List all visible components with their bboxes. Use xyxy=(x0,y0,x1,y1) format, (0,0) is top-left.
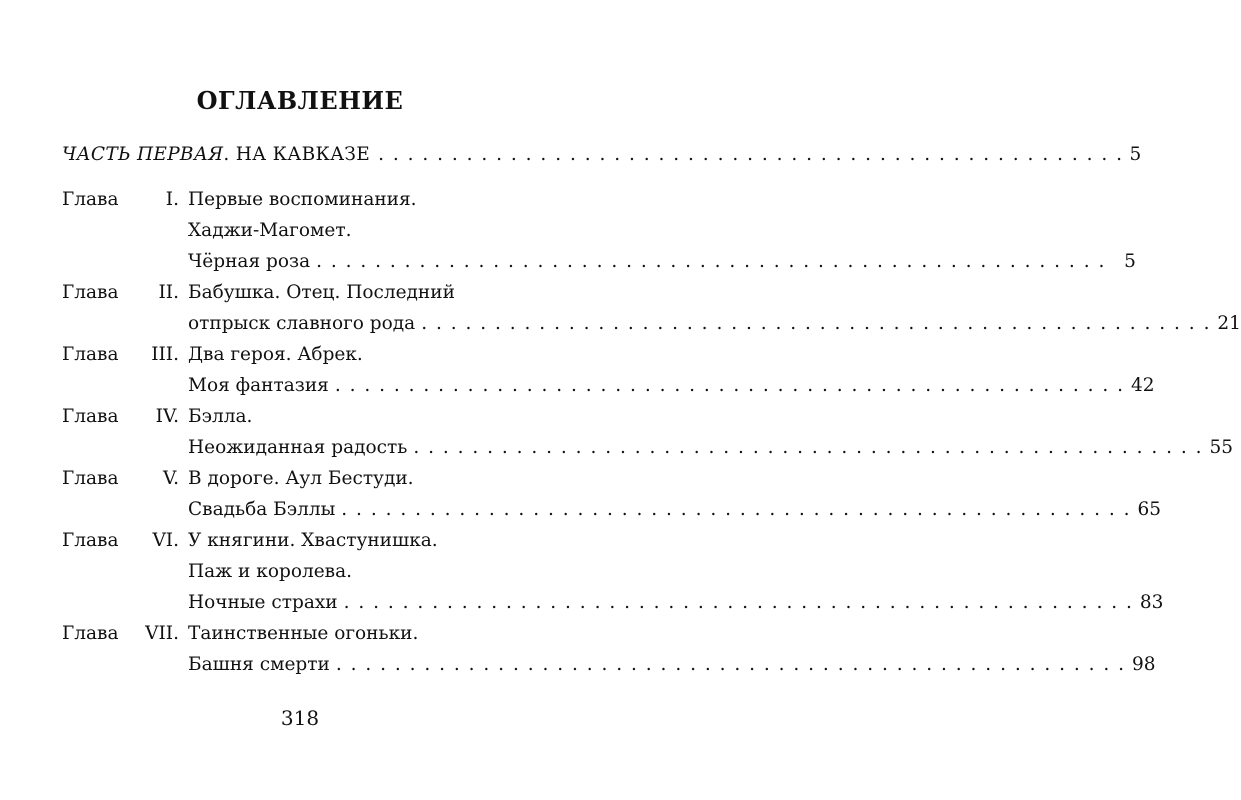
part-name: . НА КАВКАЗЕ xyxy=(223,144,371,165)
part-heading xyxy=(62,144,1142,165)
toc-entry xyxy=(62,618,1156,680)
chapter-word: Глава xyxy=(62,406,119,427)
chapter-title-line xyxy=(182,277,558,308)
leader-dots: . . . . . . . . . . . . . . . . . . . . . . . . . . . . . . . . . . . . . . . . . . . . . . . . . . . . . . xyxy=(316,251,1106,272)
chapter-label xyxy=(62,525,182,556)
leader-dots: . . . . . . . . . . . . . . . . . . . . . . . . . . . . . . . . . . . . . . . . . . . . . . . . . . . . . . xyxy=(343,592,1134,613)
chapter-word: Глава xyxy=(62,623,119,644)
chapter-title-line xyxy=(182,184,558,215)
leader-dots: . . . . . . . . . . . . . . . . . . . . . . . . . . . . . . . . . . . . . . . . . . . . . . . . . . . . . . xyxy=(421,313,1211,334)
chapter-number: VII. xyxy=(145,623,179,644)
chapter-title-text: Бэлла. xyxy=(188,406,253,427)
chapter-title-text: Неожиданная радость xyxy=(188,437,408,458)
chapter-title-line xyxy=(182,463,558,494)
chapter-title-text: Свадьба Бэллы xyxy=(188,499,336,520)
chapter-page: 21 xyxy=(1217,313,1241,334)
leader-dots: . . . . . . . . . . . . . . . . . . . . . . . . . . . . . . . . . . . . . . . . . . . . . . . . . . . xyxy=(378,144,1124,165)
chapter-title-line xyxy=(182,308,1241,339)
toc-entry xyxy=(62,184,1136,277)
chapter-word: Глава xyxy=(62,189,119,210)
chapter-number: I. xyxy=(165,189,179,210)
chapter-label xyxy=(62,618,182,649)
chapter-title-text: Башня смерти xyxy=(188,654,330,675)
toc-title: ОГЛАВЛЕНИЕ xyxy=(196,86,404,115)
chapter-title-line xyxy=(182,525,558,556)
chapter-title-text: Первые воспоминания. xyxy=(188,189,417,210)
toc-entry xyxy=(62,339,1155,401)
chapter-page: 83 xyxy=(1139,592,1164,613)
leader-dots: . . . . . . . . . . . . . . . . . . . . . . . . . . . . . . . . . . . . . . . . . . . . . . . . . . . . . . xyxy=(335,654,1126,675)
part-page: 5 xyxy=(1129,144,1142,165)
chapter-number: V. xyxy=(162,468,179,489)
chapter-title-line xyxy=(182,432,1234,463)
chapter-title-line xyxy=(182,494,1162,525)
chapter-title-text: В дороге. Аул Бестуди. xyxy=(188,468,414,489)
chapter-title-text: Хаджи-Магомет. xyxy=(188,220,352,241)
chapter-title-line xyxy=(182,587,1164,618)
chapter-title-line xyxy=(182,618,558,649)
chapter-title-text: Чёрная роза xyxy=(188,251,311,272)
leader-dots: . . . . . . . . . . . . . . . . . . . . . . . . . . . . . . . . . . . . . . . . . . . . . . . . . . . . . . xyxy=(334,375,1125,396)
chapter-word: Глава xyxy=(62,344,119,365)
chapter-title-line xyxy=(182,649,1156,680)
chapter-title-text: отпрыск славного рода xyxy=(188,313,416,334)
chapter-word: Глава xyxy=(62,530,119,551)
toc-entry xyxy=(62,277,1241,339)
chapter-title-text: Бабушка. Отец. Последний xyxy=(188,282,455,303)
chapter-label xyxy=(62,401,182,432)
leader-dots: . . . . . . . . . . . . . . . . . . . . . . . . . . . . . . . . . . . . . . . . . . . . . . . . . . . . . . xyxy=(413,437,1204,458)
chapter-word: Глава xyxy=(62,282,119,303)
chapter-label xyxy=(62,277,182,308)
chapter-page: 42 xyxy=(1131,375,1155,396)
chapter-page: 65 xyxy=(1137,499,1162,520)
chapter-number: IV. xyxy=(155,406,179,427)
chapter-title-line xyxy=(182,401,558,432)
part-label: ЧАСТЬ ПЕРВАЯ xyxy=(62,144,224,165)
chapter-title-text: Таинственные огоньки. xyxy=(188,623,419,644)
chapter-list xyxy=(62,184,1241,680)
chapter-title-text: Два героя. Абрек. xyxy=(188,344,363,365)
chapter-title-text: Моя фантазия xyxy=(188,375,329,396)
leader-dots: . . . . . . . . . . . . . . . . . . . . . . . . . . . . . . . . . . . . . . . . . . . . . . . . . . . . . . xyxy=(341,499,1132,520)
chapter-word: Глава xyxy=(62,468,119,489)
chapter-title-text: Паж и королева. xyxy=(188,561,352,582)
toc-entry xyxy=(62,463,1162,525)
chapter-label xyxy=(62,339,182,370)
chapter-number: II. xyxy=(158,282,179,303)
chapter-title-line xyxy=(182,246,1136,277)
chapter-label xyxy=(62,463,182,494)
chapter-label xyxy=(62,184,182,215)
chapter-page: 5 xyxy=(1124,251,1136,272)
chapter-number: VI. xyxy=(152,530,179,551)
chapter-title-text: Ночные страхи xyxy=(188,592,338,613)
chapter-page: 55 xyxy=(1209,437,1234,458)
chapter-title-line xyxy=(182,556,558,587)
chapter-title-line xyxy=(182,370,1155,401)
page-number: 318 xyxy=(280,706,320,730)
toc-entry xyxy=(62,401,1234,463)
chapter-number: III. xyxy=(151,344,179,365)
chapter-page: 98 xyxy=(1132,654,1156,675)
chapter-title-line xyxy=(182,215,558,246)
chapter-title-text: У княгини. Хвастунишка. xyxy=(188,530,438,551)
toc-entry xyxy=(62,525,1164,618)
chapter-title-line xyxy=(182,339,558,370)
